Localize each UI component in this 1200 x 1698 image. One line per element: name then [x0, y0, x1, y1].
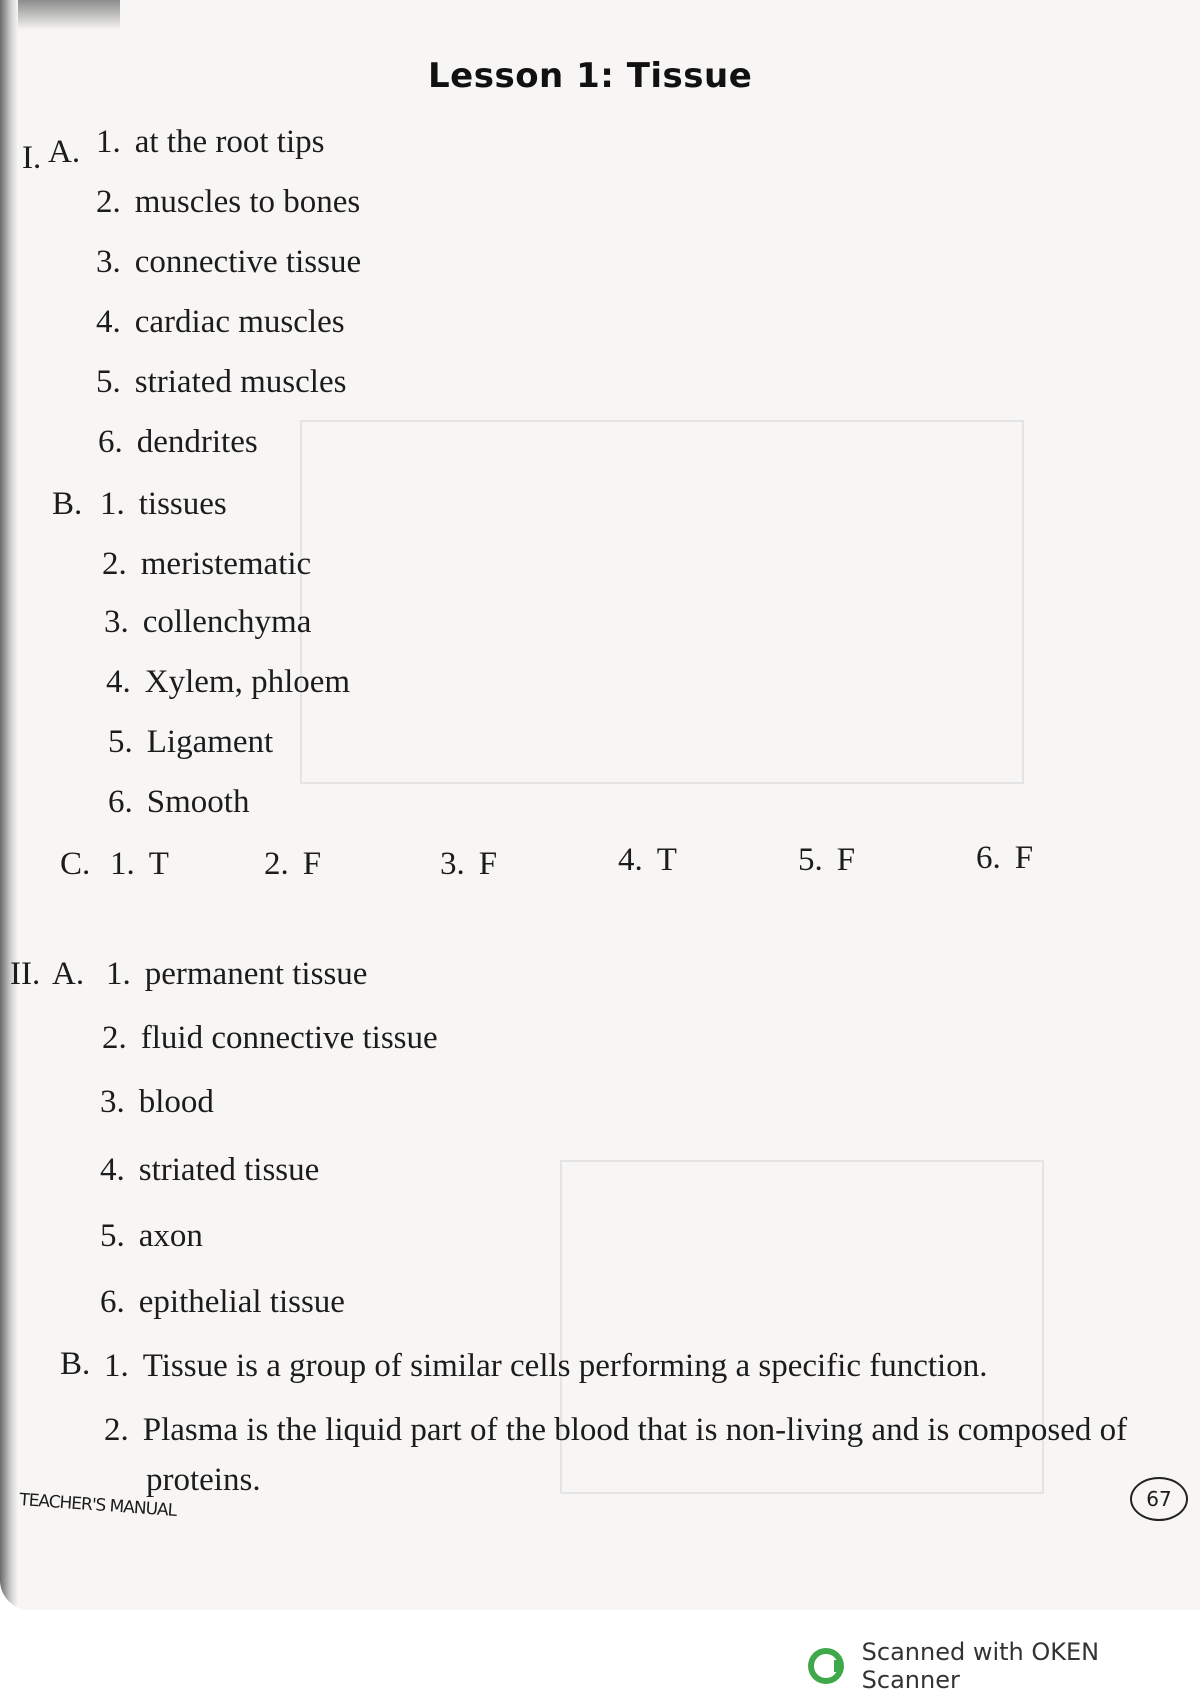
list-item	[108, 784, 249, 821]
list-item	[96, 364, 346, 401]
list-item	[100, 1084, 214, 1121]
item-number: 1.	[110, 846, 135, 882]
list-item	[100, 1284, 345, 1321]
item-answer: T	[656, 842, 677, 878]
item-text: striated muscles	[134, 364, 347, 400]
item-answer: F	[1014, 840, 1034, 876]
part-label: A.	[48, 134, 81, 170]
footer-label: TEACHER'S MANUAL	[18, 1490, 177, 1521]
true-false-item	[798, 842, 855, 879]
true-false-item	[618, 842, 677, 879]
list-item	[106, 956, 367, 993]
item-text: Tissue is a group of similar cells performing a specific function.	[142, 1348, 988, 1384]
item-text: Ligament	[146, 724, 274, 760]
list-item	[96, 304, 345, 341]
item-answer: F	[478, 846, 498, 882]
item-number: 2.	[102, 1020, 127, 1056]
item-text: fluid connective tissue	[140, 1020, 438, 1056]
item-number: 6.	[98, 424, 123, 460]
item-number: 6.	[100, 1284, 125, 1320]
page-number: 67	[1130, 1477, 1188, 1521]
item-text: blood	[138, 1084, 214, 1120]
item-number: 2.	[96, 184, 121, 220]
item-text: meristematic	[140, 546, 312, 582]
part-label: B.	[60, 1346, 91, 1382]
item-text: dendrites	[136, 424, 258, 460]
true-false-item	[264, 846, 321, 883]
item-text: Plasma is the liquid part of the blood that is non-living and is composed of	[142, 1412, 1128, 1448]
item-number: 6.	[976, 840, 1001, 876]
list-item	[96, 244, 361, 281]
list-item	[104, 604, 311, 641]
list-item	[102, 546, 311, 583]
true-false-item	[110, 846, 169, 883]
item-text: tissues	[138, 486, 227, 522]
item-text: striated tissue	[138, 1152, 320, 1188]
item-number: 3.	[104, 604, 129, 640]
item-number: 4.	[100, 1152, 125, 1188]
item-number: 1.	[106, 956, 131, 992]
show-through-table	[300, 420, 1024, 784]
item-number: 5.	[100, 1218, 125, 1254]
list-item	[98, 424, 258, 461]
part-label: C.	[60, 846, 91, 882]
item-text: permanent tissue	[144, 956, 368, 992]
list-item	[100, 486, 227, 523]
part-label: B.	[52, 486, 83, 522]
item-text: connective tissue	[134, 244, 362, 280]
sentence-answer	[104, 1412, 1127, 1449]
list-item	[106, 664, 350, 701]
item-text: Smooth	[146, 784, 250, 820]
page-shadow-left	[0, 0, 18, 1610]
item-text: axon	[138, 1218, 203, 1254]
list-item	[108, 724, 273, 761]
item-number: 1.	[96, 124, 121, 160]
list-item	[100, 1218, 203, 1255]
item-number: 3.	[96, 244, 121, 280]
item-number: 1.	[104, 1348, 129, 1384]
item-text: epithelial tissue	[138, 1284, 345, 1320]
item-number: 5.	[798, 842, 823, 878]
item-text: cardiac muscles	[134, 304, 345, 340]
list-item	[102, 1020, 438, 1057]
item-text: Xylem, phloem	[144, 664, 351, 700]
item-number: 3.	[100, 1084, 125, 1120]
item-text: muscles to bones	[134, 184, 361, 220]
list-item	[96, 184, 360, 221]
list-item	[96, 124, 324, 161]
item-number: 4.	[96, 304, 121, 340]
part-label: A.	[52, 956, 85, 992]
sentence-continuation: proteins.	[146, 1462, 261, 1498]
oken-scanner-logo-icon	[808, 1648, 844, 1684]
true-false-item	[440, 846, 497, 883]
scanner-label: Scanned with OKEN Scanner	[861, 1638, 1100, 1694]
item-answer: F	[836, 842, 856, 878]
item-text: at the root tips	[134, 124, 325, 160]
item-number: 4.	[106, 664, 131, 700]
page-shadow-top	[0, 0, 120, 30]
scanner-watermark	[808, 1638, 1200, 1694]
item-number: 1.	[100, 486, 125, 522]
item-number: 2.	[102, 546, 127, 582]
section-label: II.	[10, 956, 41, 992]
sentence-answer	[104, 1348, 987, 1385]
item-text: collenchyma	[142, 604, 312, 640]
item-answer: T	[148, 846, 169, 882]
item-number: 5.	[108, 724, 133, 760]
list-item	[100, 1152, 319, 1189]
true-false-item	[976, 840, 1033, 877]
item-number: 2.	[264, 846, 289, 882]
item-number: 5.	[96, 364, 121, 400]
item-number: 2.	[104, 1412, 129, 1448]
item-answer: F	[302, 846, 322, 882]
item-number: 3.	[440, 846, 465, 882]
item-number: 6.	[108, 784, 133, 820]
section-label: I.	[22, 140, 42, 176]
page-title: Lesson 1: Tissue	[428, 56, 753, 96]
item-number: 4.	[618, 842, 643, 878]
